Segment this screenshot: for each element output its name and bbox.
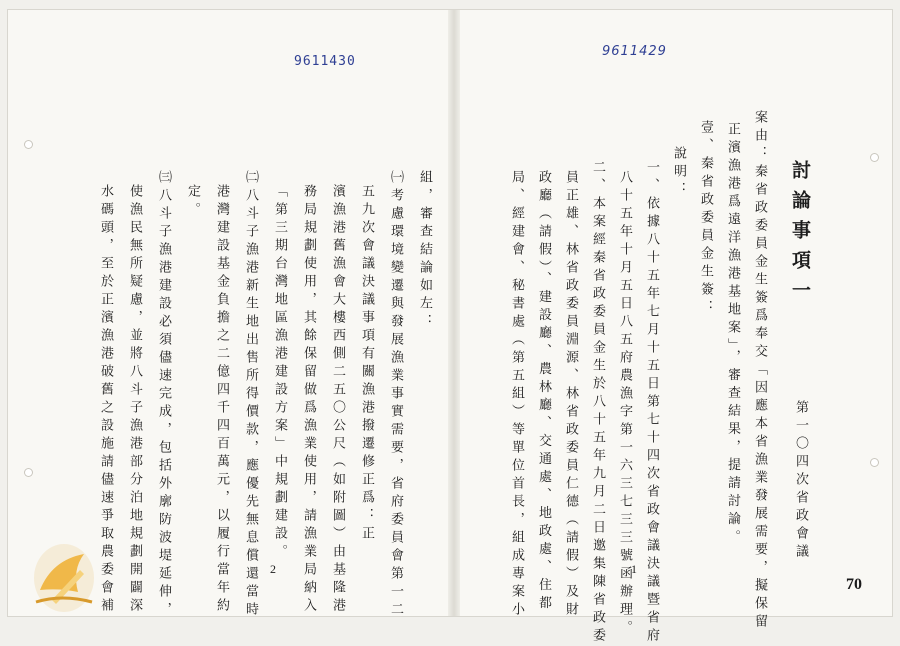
right-col-2: 正濱漁港爲遠洋漁港基地案」，審查結果，提請討論。 (725, 122, 740, 548)
left-col-5: 務局規劃使用，其餘保留做爲漁業使用，請漁業局納入 (301, 184, 316, 616)
left-page (8, 10, 448, 620)
right-col-6: 八十五年十月五日八五府農漁字第一六三七三三號函辦理。 (617, 170, 632, 638)
right-col-8: 員正雄、林省政委員淵源、林省政委員仁德（請假）及財 (563, 170, 578, 620)
right-col-4: 說明： (671, 146, 686, 200)
right-col-5: 一、依據八十五年七月十五日第七十四次省政會議決議暨省府 (644, 160, 659, 646)
left-col-6: 「第三期台灣地區漁港建設方案」中規劃建設。 (272, 184, 287, 562)
archive-stamp: 9611429 (602, 44, 667, 59)
page-title: 討論事項一 (789, 160, 811, 310)
document-spread (8, 10, 892, 646)
archive-stamp: 9611430 (294, 54, 356, 69)
meeting-label: 第一〇四次省政會議 (793, 400, 808, 562)
left-col-12: 水碼頭，至於正濱漁港破舊之設施請儘速爭取農委會補 (98, 184, 113, 616)
left-col-1: 組，審查結論如左： (417, 170, 432, 332)
right-col-10: 局、經建會、秘書處（第五組）等單位首長，組成專案小 (509, 170, 524, 620)
folio-number: 70 (846, 576, 862, 593)
left-col-3: 五九次會議決議事項有關漁港撥遷修正爲：正 (359, 184, 374, 544)
page-number: 2 (270, 562, 276, 576)
left-col-9: 定。 (185, 184, 200, 220)
book-gutter (448, 10, 460, 616)
archive-logo-watermark (22, 530, 102, 620)
page-number: 1 (631, 562, 637, 576)
right-col-3: 壹、秦省政委員金生簽： (698, 120, 713, 318)
left-col-10: ㈢八斗子漁港建設必須儘速完成，包括外廓防波堤延伸， (156, 170, 171, 620)
right-col-1: 案由：秦省政委員金生簽爲奉交「因應本省漁業發展需要，擬保留 (752, 110, 767, 632)
right-page (460, 10, 892, 646)
left-col-11: 使漁民無所疑慮，並將八斗子漁港部分泊地規劃開闢深 (127, 184, 142, 616)
left-col-7: ㈡八斗子漁港新生地出售所得價款，應優先無息償還當時 (243, 170, 258, 620)
left-col-4: 濱漁港舊漁會大樓西側二五〇公尺（如附圖）由基隆港 (330, 184, 345, 616)
left-col-8: 港灣建設基金負擔之二億四千四百萬元，以履行當年約 (214, 184, 229, 616)
left-col-2: ㈠考慮環境變遷與發展漁業事實需要，省府委員會第一二 (388, 170, 403, 620)
right-col-7: 二、本案經秦省政委員金生於八十五年九月二日邀集陳省政委 (590, 160, 605, 646)
right-col-9: 政廳（請假）、建設廳、農林廳、交通處、地政處、住都 (536, 170, 551, 614)
